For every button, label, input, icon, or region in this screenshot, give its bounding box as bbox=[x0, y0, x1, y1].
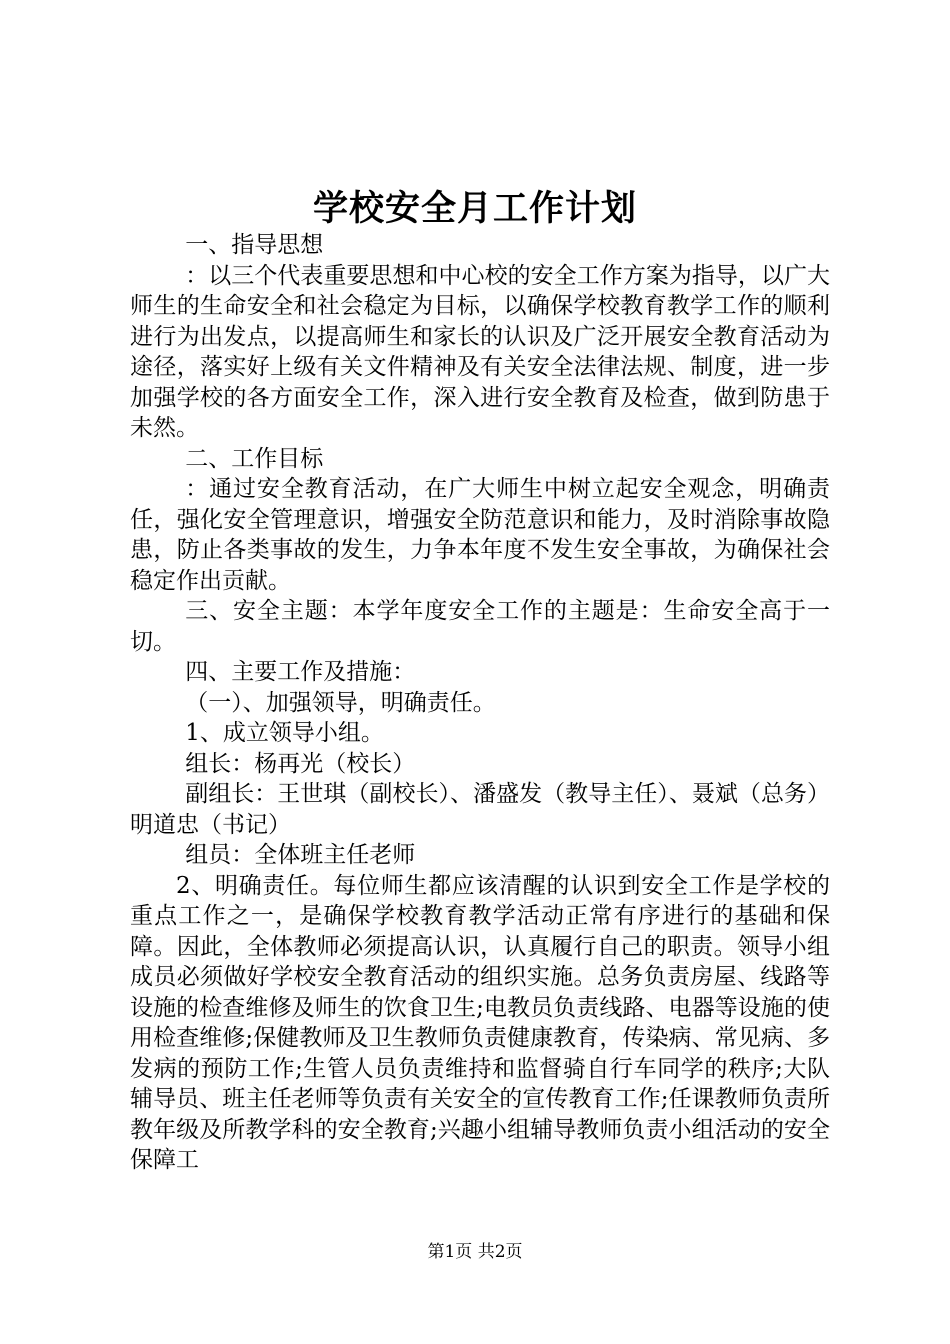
paragraph-work-goals: ：通过安全教育活动，在广大师生中树立起安全观念，明确责任，强化安全管理意识，增强安全防范意识和能力，及时消除事故隐患，防止各类事故的发生，力争本年度不发生安全事故，为确保社会稳定作出贡献。 bbox=[130, 476, 830, 594]
section-heading-main-measures: 四、主要工作及措施： bbox=[185, 659, 416, 685]
document-title: 学校安全月工作计划 bbox=[312, 188, 637, 229]
item-group-leader: 组长：杨再光（校长） bbox=[185, 750, 416, 777]
subsection-heading-leadership: （一）、加强领导，明确责任。 bbox=[185, 689, 496, 716]
paragraph-safety-theme: 三、安全主题：本学年度安全工作的主题是：生命安全高于一切。 bbox=[130, 598, 830, 655]
item-group-members: 组员：全体班主任老师 bbox=[185, 842, 416, 868]
document-body bbox=[130, 230, 830, 1176]
item-form-leading-group: 1、成立领导小组。 bbox=[185, 720, 384, 746]
item-deputy-leaders: 副组长：王世琪（副校长）、潘盛发（教导主任）、聂斌（总务）明道忠（书记） bbox=[130, 781, 830, 838]
section-heading-work-goals: 二、工作目标 bbox=[185, 445, 324, 472]
page-footer: 第1页 共2页 bbox=[427, 1242, 523, 1262]
paragraph-clarify-responsibilities: 2、明确责任。每位师生都应该清醒的认识到安全工作是学校的重点工作之一，是确保学校教育教学活动正常有序进行的基础和保障。因此，全体教师必须提高认识，认真履行自己的职责。领导小组成员必须做好学校安全教育活动的组织实施。总务负责房屋、线路等设施的检查维修及师生的饮食卫生;电教员负责线路、电器等设施的使用检查维修;保健教师及卫生教师负责健康教育，传染病、常见病、多发病的预防工作;生管人员负责维持和监督骑自行车同学的秩序;大队辅导员、班主任老师等负责有关安全的宣传教育工作;任课教师负责所教年级及所教学科的安全教育;兴趣小组辅导教师负责小组活动的安全保障工 bbox=[130, 872, 830, 1173]
paragraph-guiding-ideology: ：以三个代表重要思想和中心校的安全工作方案为指导，以广大师生的生命安全和社会稳定为目标，以确保学校教育教学工作的顺利进行为出发点，以提高师生和家长的认识及广泛开展安全教育活动为途径，落实好上级有关文件精神及有关安全法律法规、制度，进一步加强学校的各方面安全工作，深入进行安全教育及检查，做到防患于未然。 bbox=[130, 262, 830, 441]
section-heading-guiding-ideology: 一、指导思想 bbox=[185, 232, 324, 258]
